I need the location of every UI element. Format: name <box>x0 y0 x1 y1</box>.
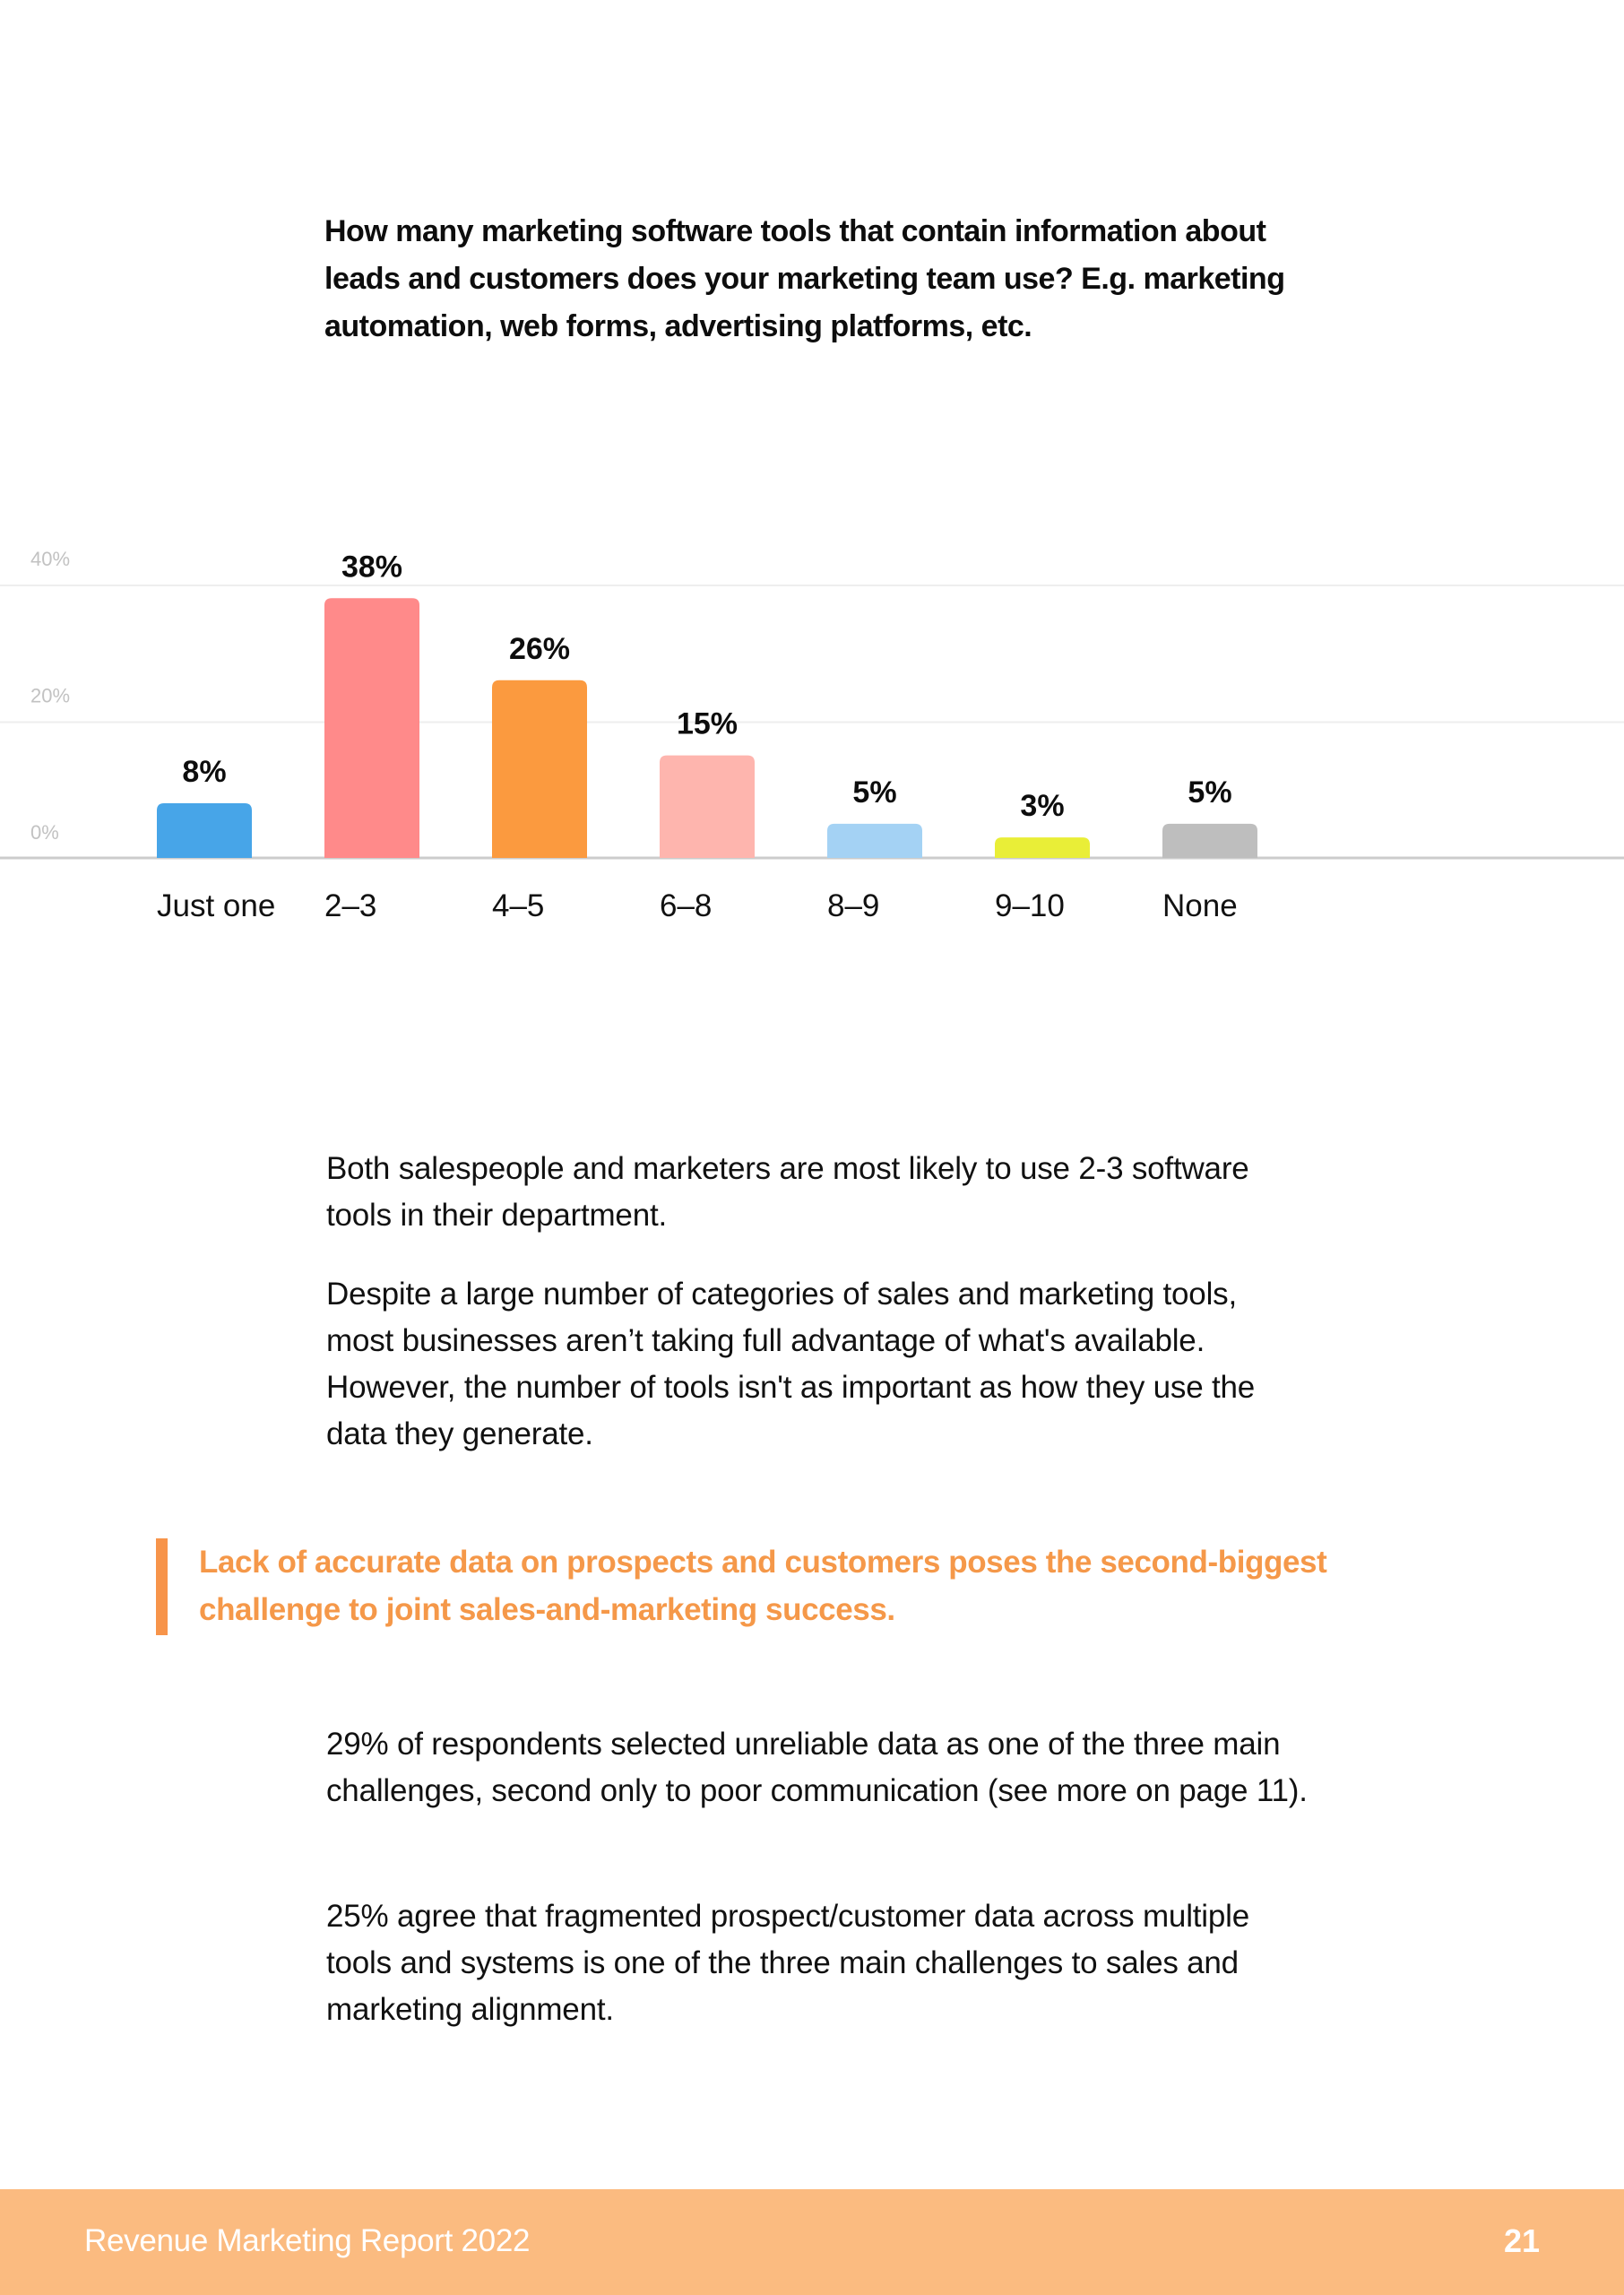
paragraph-unreliable-data: 29% of respondents selected unreliable data as one of the three main challenges, second only to poor communication (see more on page 11). <box>326 1727 1308 1808</box>
x-category-label: Just one <box>157 888 276 923</box>
chart-question-title: How many marketing software tools that contain information about leads and customers does your marketing team use? E.g. marketing automation, web forms, advertising platforms, etc. <box>324 214 1285 343</box>
bar-chart <box>0 520 1624 941</box>
bar-value-label: 38% <box>341 550 403 585</box>
bar <box>995 837 1090 858</box>
bar <box>492 680 587 858</box>
footer-report-title: Revenue Marketing Report 2022 <box>84 2223 531 2258</box>
x-category-label: None <box>1162 888 1238 923</box>
bar <box>1162 824 1257 858</box>
callout-quote: Lack of accurate data on prospects and customers poses the second-biggest challenge to joint sales-and-marketing success. <box>199 1545 1327 1627</box>
bar-value-label: 5% <box>1188 775 1232 810</box>
bar-value-label: 15% <box>676 706 739 741</box>
x-category-label: 6–8 <box>660 888 713 923</box>
page-number: 21 <box>1503 2222 1540 2259</box>
y-tick-label: 20% <box>30 684 71 707</box>
footer-bar <box>0 2189 1624 2295</box>
paragraph-fragmented-data: 25% agree that fragmented prospect/customer data across multiple tools and systems is one of the three main challenges to sales and marketing alignment. <box>326 1899 1249 2027</box>
x-category-label: 2–3 <box>324 888 377 923</box>
bar-value-label: 5% <box>852 775 897 810</box>
y-tick-label: 40% <box>30 548 71 570</box>
x-category-label: 4–5 <box>492 888 545 923</box>
bar <box>324 598 419 858</box>
y-tick-label: 0% <box>30 821 59 844</box>
bar <box>827 824 922 858</box>
callout-accent-bar <box>156 1538 168 1635</box>
paragraph-tool-categories: Despite a large number of categories of sales and marketing tools, most businesses aren’t taking full advantage of what's available. However, the number of tools isn't as important as how they use the data they generate. <box>326 1277 1256 1451</box>
bar <box>660 756 755 858</box>
bar-value-label: 8% <box>182 755 227 789</box>
bar <box>157 803 252 858</box>
x-category-label: 9–10 <box>995 888 1065 923</box>
paragraph-tools-usage: Both salespeople and marketers are most likely to use 2-3 software tools in their department. <box>326 1151 1249 1233</box>
x-category-label: 8–9 <box>827 888 880 923</box>
bar-value-label: 3% <box>1020 789 1065 824</box>
bar-value-label: 26% <box>508 631 571 666</box>
